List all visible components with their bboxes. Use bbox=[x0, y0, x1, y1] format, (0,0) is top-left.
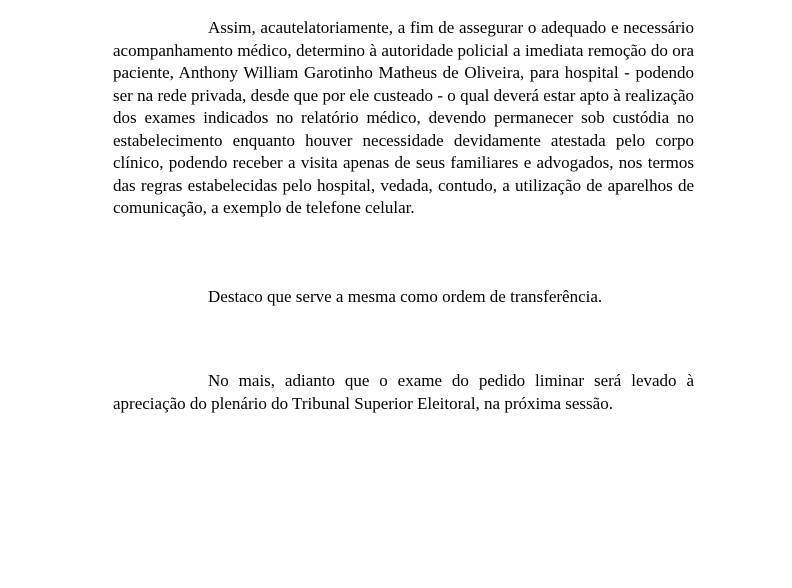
paragraph-plenary-note: No mais, adianto que o exame do pedido liminar será levado à apreciação do plenário do Tribunal Superior Eleitoral, na próxima sessão. bbox=[113, 371, 694, 413]
paragraph-transfer-order: Assim, acautelatoriamente, a fim de assegurar o adequado e necessário acompanhamento médico, determino à autoridade policial a imediata remoção do ora paciente, Anthony William Garotinho Matheus de Oliveira, para hospital - podendo ser na rede privada, desde que por ele custeado - o qual deverá estar apto à realização dos exames indicados no relatório médico, devendo permanecer sob custódia no estabelecimento enquanto houver necessidade devidamente atestada pelo corpo clínico, podendo receber a visita apenas de seus familiares e advogados, nos termos das regras estabelecidas pelo hospital, vedada, contudo, a utilização de aparelhos de comunicação, a exemplo de telefone celular. bbox=[113, 18, 694, 217]
paragraph-transfer-note: Destaco que serve a mesma como ordem de transferência. bbox=[208, 287, 603, 306]
